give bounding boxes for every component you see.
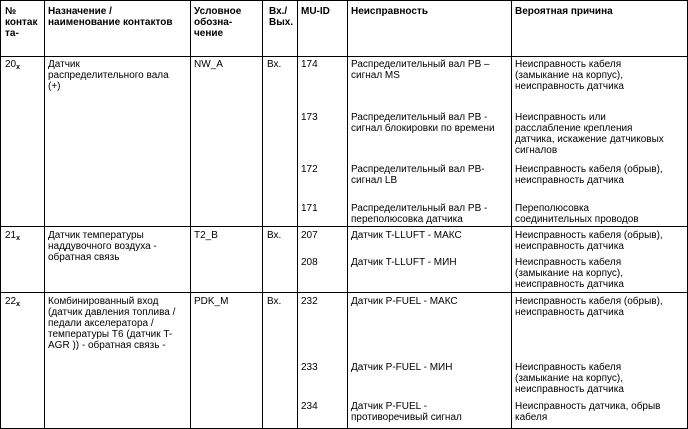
col-border-3	[262, 0, 263, 429]
row-21-fault-208: Датчик T-LLUFT - МИН	[351, 257, 457, 268]
col-border-6	[511, 0, 512, 429]
header-no: № контак та-	[5, 6, 38, 39]
row-22-fault-232: Датчик P-FUEL - МАКС	[351, 296, 458, 307]
row-22-mu-id-233: 233	[301, 362, 318, 373]
contact-number: 22	[5, 296, 17, 307]
header-mu-id: MU-ID	[301, 6, 330, 17]
header-fault: Неисправность	[351, 6, 428, 17]
col-border-5	[347, 0, 348, 429]
col-border-0	[0, 0, 1, 429]
row-21-number	[5, 230, 20, 244]
row-22-purpose: Комбинированный вход (датчик давления топлива / педали акселератора / температуры Т6 (датчик T- AGR )) - обратная связь -	[48, 296, 176, 351]
row-20-fault-172: Распределительный вал РВ- сигнал LB	[351, 164, 485, 186]
row-20-io: Вх.	[267, 59, 282, 70]
row-20-fault-171: Распределительный вал РВ - переполюсовка датчика	[351, 203, 488, 225]
contact-number: 21	[5, 230, 17, 241]
row-21-mu-id-208: 208	[301, 257, 318, 268]
row-divider-1	[0, 226, 688, 227]
row-20-mu-id-173: 173	[301, 112, 318, 123]
contact-number-sub: x	[16, 235, 21, 242]
row-20-cause-172: Неисправность кабеля (обрыв), неисправность датчика	[515, 164, 663, 186]
row-20-cause-174: Неисправность кабеля (замыкание на корпус), неисправность датчика	[515, 59, 624, 92]
row-21-purpose: Датчик температуры наддувочного воздуха - обратная связь	[48, 230, 157, 263]
header-divider	[0, 56, 688, 57]
row-22-io: Вх.	[267, 296, 282, 307]
contact-number: 20	[5, 59, 17, 70]
col-border-2	[190, 0, 191, 429]
row-22-fault-233: Датчик P-FUEL - МИН	[351, 362, 453, 373]
row-20-cause-173: Неисправность или расслабление крепления датчика, искажение датчиковых сигналов	[515, 112, 664, 156]
header-symbol: Условное обозна- чение	[194, 6, 242, 39]
col-border-4	[297, 0, 298, 429]
row-22-cause-234: Неисправность датчика, обрыв кабеля	[515, 401, 661, 423]
row-20-cause-171: Переполюсовка соединительных проводов	[515, 203, 639, 225]
row-20-mu-id-171: 171	[301, 203, 318, 214]
row-22-mu-id-232: 232	[301, 296, 318, 307]
header-purpose: Назначение / наименование контактов	[48, 6, 173, 28]
row-20-fault-174: Распределительный вал РВ – сигнал MS	[351, 59, 490, 81]
row-20-purpose: Датчик распределительного вала (+)	[48, 59, 169, 92]
row-21-symbol: T2_B	[194, 230, 218, 241]
row-20-symbol: NW_A	[194, 59, 223, 70]
row-22-cause-233: Неисправность кабеля (замыкание на корпус), неисправность датчика	[515, 362, 624, 395]
row-22-number	[5, 296, 20, 310]
row-20-fault-173: Распределительный вал РВ - сигнал блокировки по времени	[351, 112, 495, 134]
col-border-1	[44, 0, 45, 429]
row-divider-2	[0, 292, 688, 293]
row-20-mu-id-174: 174	[301, 59, 318, 70]
header-cause: Вероятная причина	[515, 6, 613, 17]
row-22-cause-232: Неисправность кабеля (обрыв), неисправность датчика	[515, 296, 663, 318]
row-21-fault-207: Датчик T-LLUFT - МАКС	[351, 230, 462, 241]
row-21-mu-id-207: 207	[301, 230, 318, 241]
row-22-symbol: PDK_M	[194, 296, 229, 307]
row-21-cause-208: Неисправность кабеля (замыкание на корпус), неисправность датчика	[515, 257, 624, 290]
row-22-mu-id-234: 234	[301, 401, 318, 412]
table-border-top	[0, 0, 688, 1]
row-21-cause-207: Неисправность кабеля (обрыв), неисправность датчика	[515, 230, 663, 252]
row-21-io: Вх.	[267, 230, 282, 241]
contact-number-sub: x	[16, 64, 21, 71]
contact-number-sub: x	[16, 301, 21, 308]
row-22-fault-234: Датчик P-FUEL - противоречивый сигнал	[351, 401, 462, 423]
row-20-number	[5, 59, 20, 73]
row-20-mu-id-172: 172	[301, 164, 318, 175]
header-io: Вх./ Вых.	[269, 6, 294, 28]
